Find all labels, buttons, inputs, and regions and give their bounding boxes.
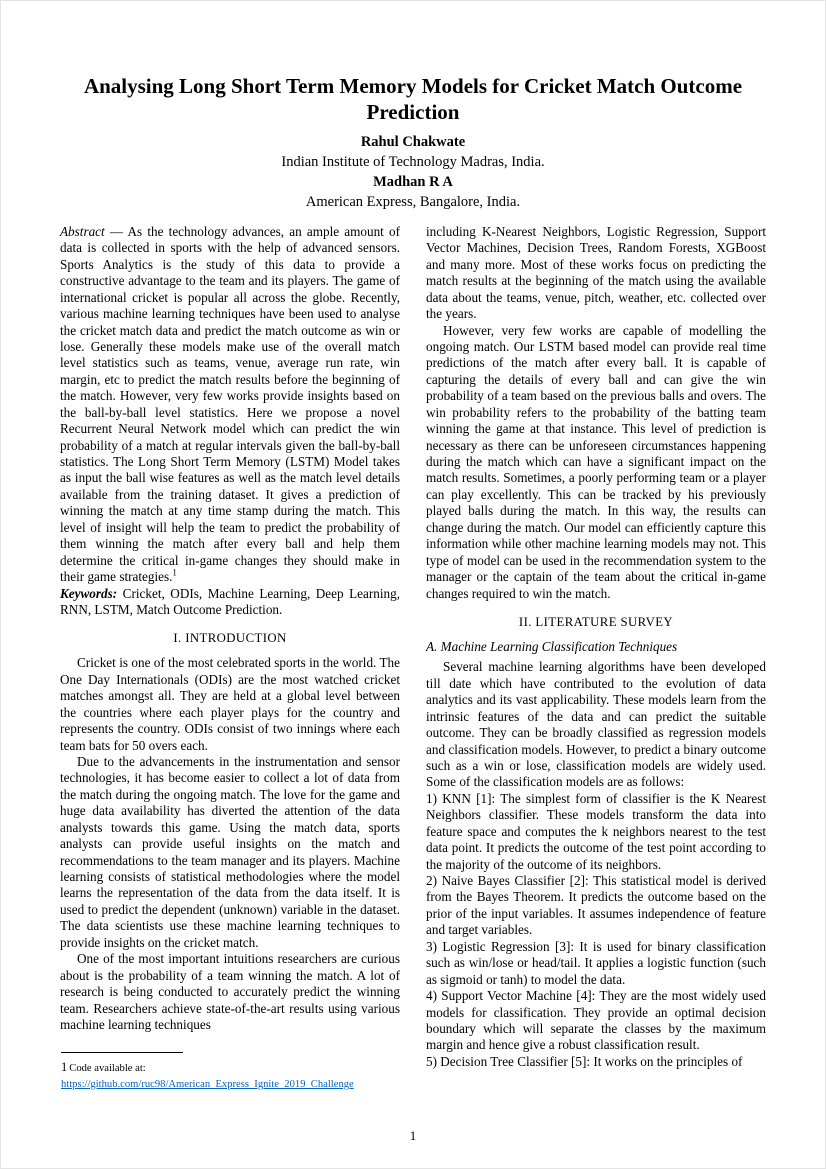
keywords-paragraph bbox=[60, 586, 400, 619]
classifier-item-knn: 1) KNN [1]: The simplest form of classifier is the K Nearest Neighbors classifier. These models transform the data into feature space and computes the k neighbors nearest to the test data point. It predicts the outcome of the test point according to the majority of the outcome of its neighbors. bbox=[426, 790, 766, 872]
intro-continuation-paragraph: including K-Nearest Neighbors, Logistic Regression, Support Vector Machines, Decision Trees, Random Forests, XGBoost and many more. Most of these works focus on predicting the match results at the beginning of the match using the available data about the teams, venue, pitch, weather, etc. collected over the years. bbox=[426, 223, 766, 322]
abstract-footnote-marker: 1 bbox=[172, 567, 177, 578]
classifier-item-svm: 4) Support Vector Machine [4]: They are the most widely used models for classification. They provide an optimal decision boundary which will separate the classes by the maximum margin and hence give a robust classification result. bbox=[426, 988, 766, 1053]
footnote bbox=[61, 1052, 406, 1093]
author-block bbox=[60, 132, 766, 212]
classifier-item-logistic-regression: 3) Logistic Regression [3]: It is used for binary classification such as win/lose or head/tail. It applies a logistic function (such as sigmoid or tanh) to model the data. bbox=[426, 938, 766, 987]
section-heading-introduction: I. INTRODUCTION bbox=[173, 631, 287, 646]
footnote-label: Code available at: bbox=[69, 1063, 146, 1074]
subsection-heading-ml-classification: A. Machine Learning Classification Techniques bbox=[426, 638, 678, 654]
footnote-marker: 1 bbox=[61, 1060, 68, 1074]
author-affiliation-2: American Express, Bangalore, India. bbox=[305, 193, 521, 210]
page-number: 1 bbox=[409, 1128, 417, 1143]
abstract-text: — As the technology advances, an ample amount of data is collected in sports with the help of advanced sensors. Sports Analytics is the study of this data to provide a constructive advantage to the team and its players. The game of international cricket is popular all across the globe. Recently, various machine learning techniques have been used to analyse the cricket match data and predict the match outcome as win or lose. Generally these models make use of the overall match level statistics such as teams, venue, average run rate, win margin, etc to predict the match results before the beginning of the match. However, very few works provide insights based on the ball-by-ball level statistics. Here we propose a novel Recurrent Neural Network model which can predict the win probability of a match at regular intervals given the ball-by-ball statistics. The Long Short Term Memory (LSTM) Model takes as input the ball wise features as well as the match level details available from the training dataset. It gives a prediction of winning the match at any time stamp during the match. This level of insight will help the team to predict the probability of them winning the match after every ball and help them determine the critical in-game changes they should make in their game strategies. bbox=[60, 223, 400, 585]
two-column-body bbox=[60, 224, 766, 1070]
literature-intro-paragraph: Several machine learning algorithms have been developed till date which have contributed to the evolution of data analytics and its vast applicability. These models learn from the intrinsic features of the data and can predict the suitable outcome. They can be broadly classified as regression models and classification models. However, to predict a binary outcome such as a win or lose, classification models are widely used. Some of the classification models are as follows: bbox=[426, 659, 766, 790]
left-column bbox=[60, 224, 400, 1070]
abstract-label: Abstract bbox=[60, 223, 105, 239]
intro-paragraph-5: However, very few works are capable of modelling the ongoing match. Our LSTM based model can provide real time predictions of the match after every ball. It is capable of capturing the details of every ball and can give the win probability of a team based on the previous balls and overs. The win probability refers to the probability of the batting team winning the game at that instance. This level of prediction is necessary as there can be unforeseen circumstances happening during the match which can have a significant impact on the match results. Sometimes, a poorly performing team or a player can play excellently. This can be tracked by his previously played balls during the match. In this way, the results can change during the match. Our model can efficiently capture this information while other machine learning models may not. This type of model can be used in the recommendation system to the manager or the captain of the team about the critical in-game changes required to win the match. bbox=[426, 322, 766, 601]
intro-paragraph-2: Due to the advancements in the instrumentation and sensor technologies, it has become easier to collect a lot of data from the match during the ongoing match. The love for the game and huge data availability has diverted the attention of the data analysts towards this game. Using the match data, sports analysts can provide useful insights on the match and recommendations to the team manager and its players. Machine learning consists of statistical methodologies where the model learns the representation of the data from the data itself. It is used to predict the dependent (unknown) variable in the dataset. The data scientists use these machine learning techniques to provide insights on the cricket match. bbox=[60, 753, 400, 950]
keywords-label: Keywords: bbox=[60, 585, 118, 601]
paper-content bbox=[60, 1, 766, 1070]
classifier-item-naive-bayes: 2) Naive Bayes Classifier [2]: This statistical model is derived from the Bayes Theorem. It predicts the outcome based on the prior of the input variables. It assumes independence of feature and target variables. bbox=[426, 873, 766, 938]
footnote-text bbox=[61, 1058, 406, 1077]
code-repository-link[interactable]: https://github.com/ruc98/American_Express_Ignite_2019_Challenge bbox=[61, 1078, 354, 1090]
author-affiliation-1: Indian Institute of Technology Madras, India. bbox=[281, 153, 545, 170]
author-name-1: Rahul Chakwate bbox=[360, 133, 466, 150]
footnote-rule bbox=[61, 1052, 183, 1053]
author-name-2: Madhan R A bbox=[373, 173, 453, 190]
classifier-item-decision-tree: 5) Decision Tree Classifier [5]: It works on the principles of bbox=[426, 1053, 743, 1069]
intro-paragraph-3: One of the most important intuitions researchers are curious about is the probability of a team winning the match. A lot of research is being conducted to accurately predict the winning team. Researchers achieve state-of-the-art results using various machine learning techniques bbox=[60, 951, 400, 1032]
abstract-paragraph bbox=[60, 224, 400, 586]
paper-title: Analysing Long Short Term Memory Models for Cricket Match Outcome Prediction bbox=[83, 74, 743, 125]
section-heading-literature-survey: II. LITERATURE SURVEY bbox=[518, 614, 674, 629]
right-column bbox=[426, 224, 766, 1070]
keywords-text: Cricket, ODIs, Machine Learning, Deep Learning, RNN, LSTM, Match Outcome Prediction. bbox=[60, 585, 400, 617]
intro-paragraph-1: Cricket is one of the most celebrated sports in the world. The One Day Internationals (ODIs) are the most watched cricket matches amongst all. They are held at a global level between the countries where each player plays for the country and represents the country. ODIs consist of two innings where each team bats for 50 overs each. bbox=[60, 655, 400, 753]
